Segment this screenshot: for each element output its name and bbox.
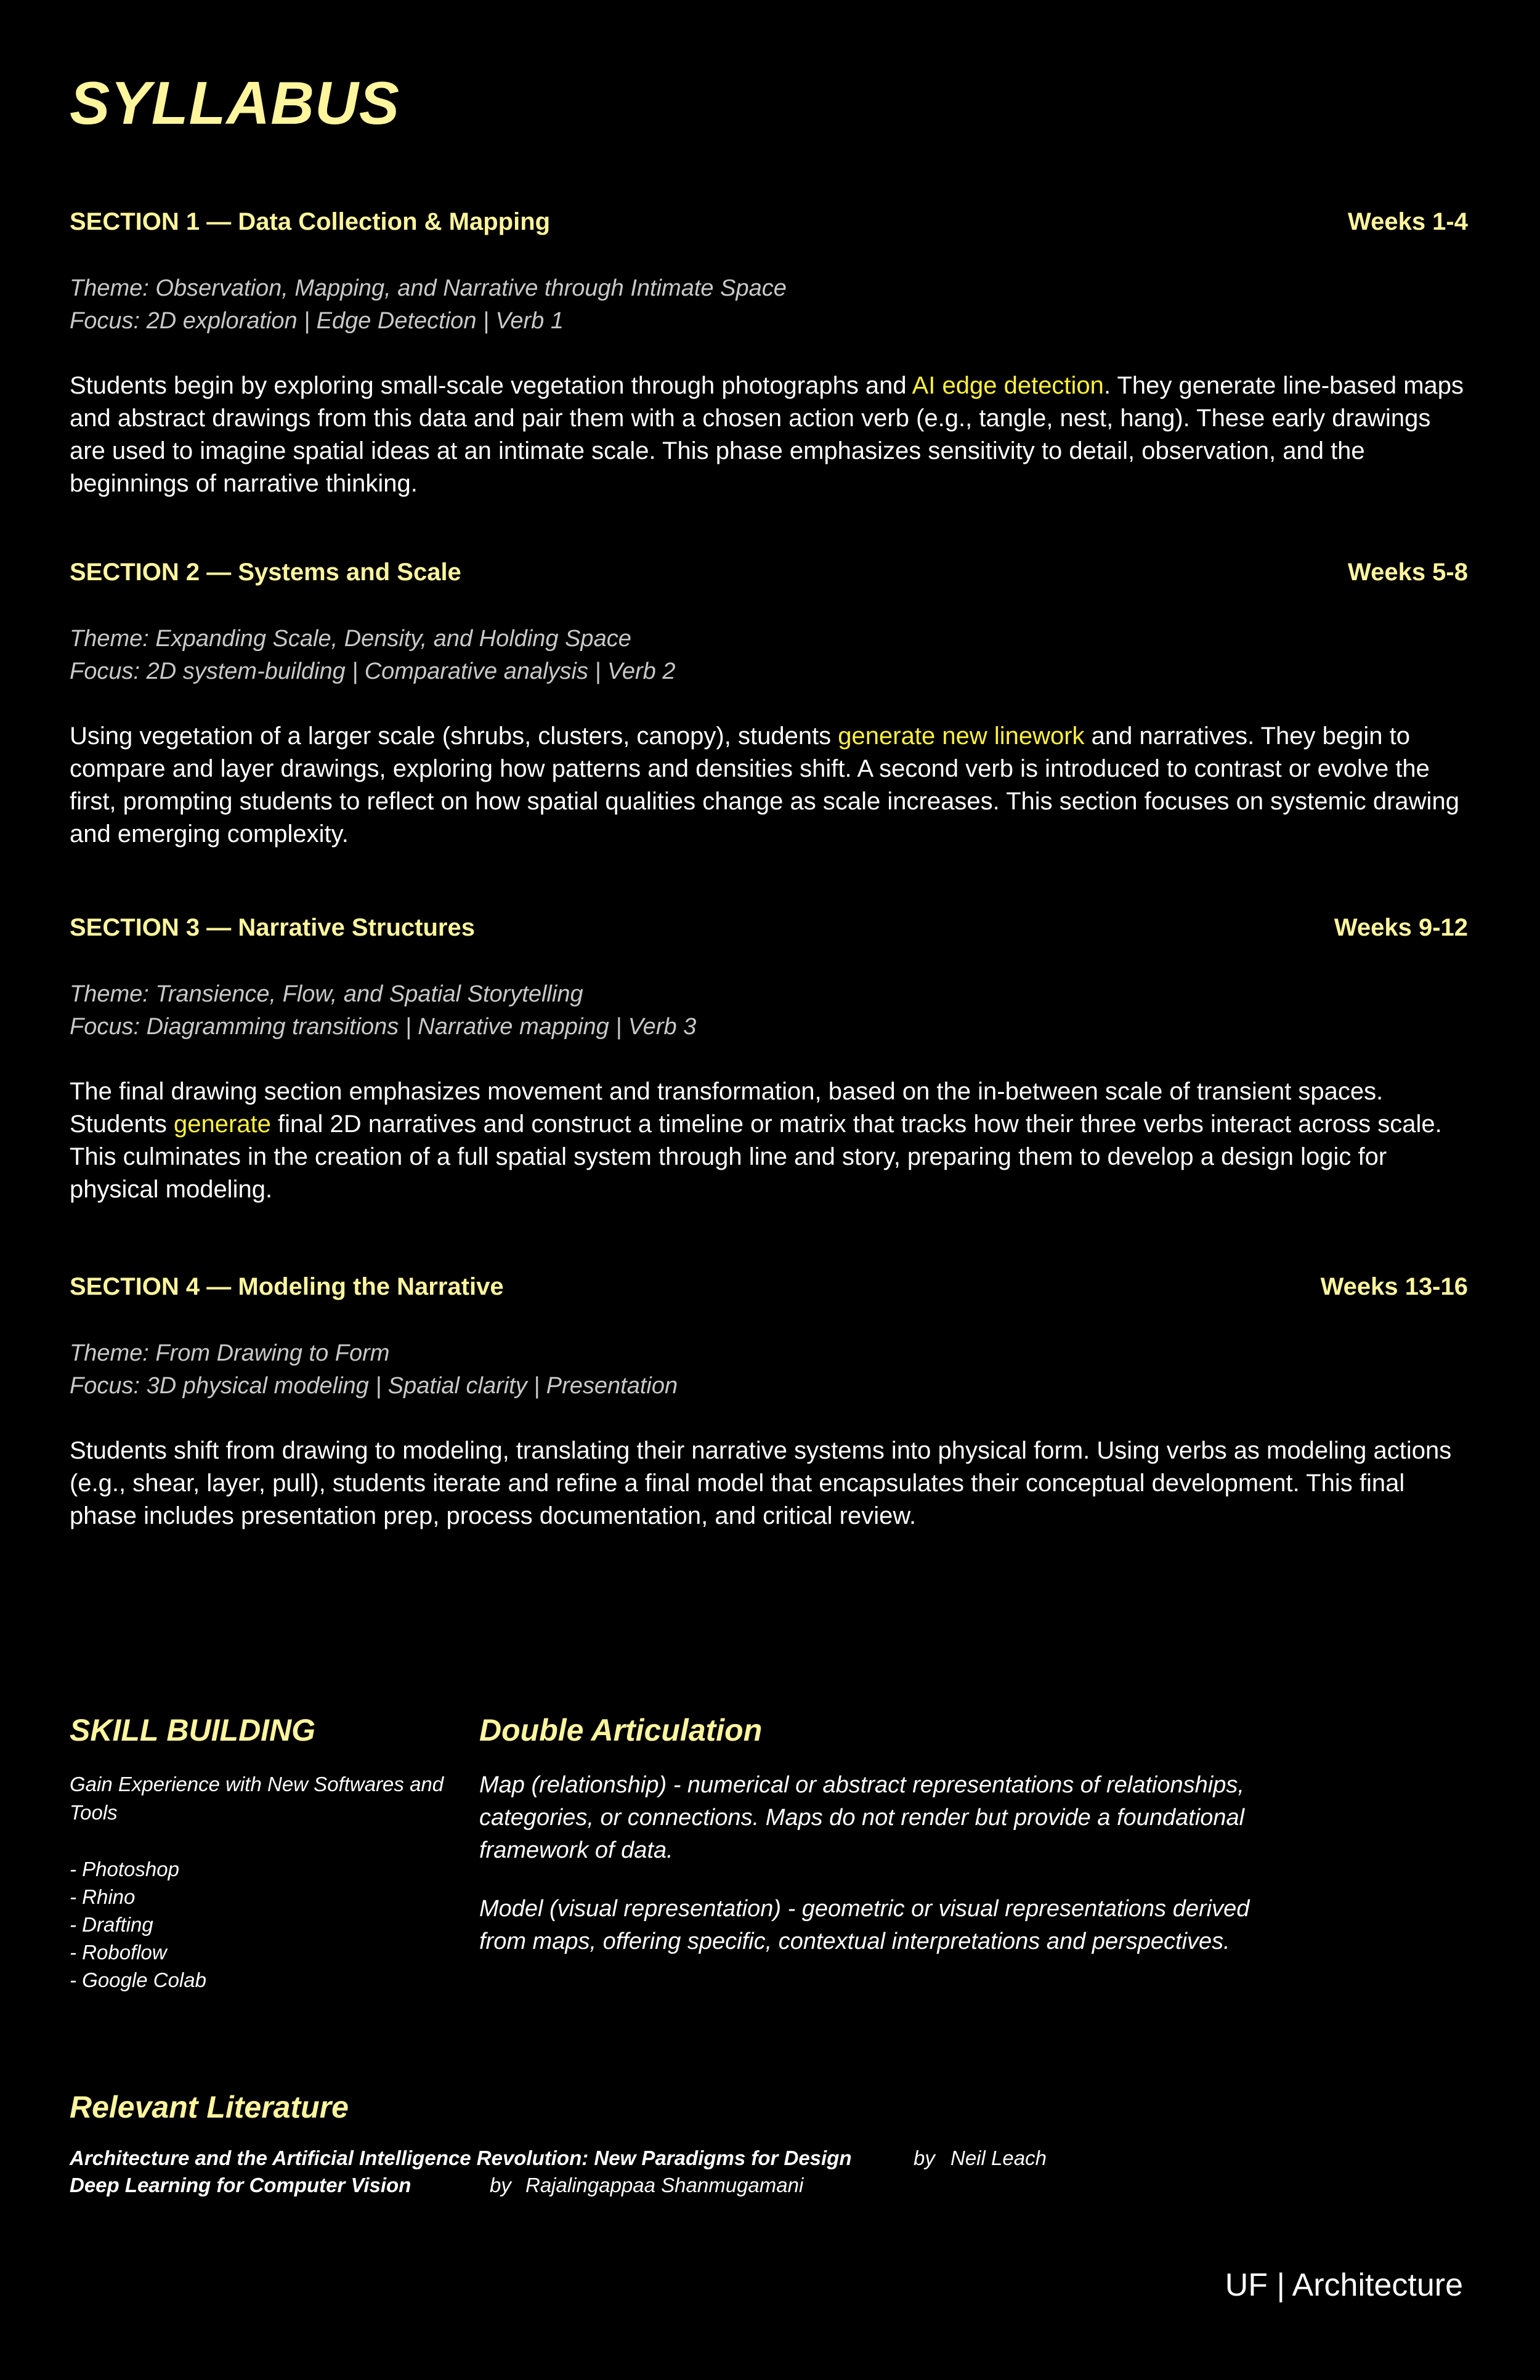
section-focus: Focus: 3D physical modeling | Spatial clarity | Presentation bbox=[70, 1373, 678, 1399]
book-author: Neil Leach bbox=[950, 2147, 1047, 2169]
body-text: final 2D narratives and construct a timeline or matrix that tracks how their three verbs interact across scale. This culminates in the creation of a full spatial system through line and story, preparing them to develop a design logic for physical modeling. bbox=[70, 1111, 1442, 1203]
section-body bbox=[70, 720, 1468, 851]
body-text: Students begin by exploring small-scale vegetation through photographs and bbox=[70, 372, 912, 399]
section-4 bbox=[70, 1273, 1468, 1532]
list-item: - Rhino bbox=[70, 1885, 136, 1908]
body-text: Students shift from drawing to modeling, translating their narrative systems into physical form. Using verbs as modeling actions (e.g., shear, layer, pull), students iterate and refine a final model that encapsulates their conceptual development. This final phase includes presentation prep, process documentation, and critical review. bbox=[70, 1437, 1452, 1529]
highlight-text: AI edge detection bbox=[912, 372, 1104, 399]
section-title: SECTION 1 — Data Collection & Mapping bbox=[70, 208, 551, 235]
section-focus: Focus: 2D system-building | Comparative analysis | Verb 2 bbox=[70, 658, 676, 684]
double-articulation bbox=[479, 1712, 1280, 1958]
section-meta bbox=[70, 978, 1468, 1043]
section-weeks: Weeks 5-8 bbox=[1348, 559, 1468, 586]
section-meta bbox=[70, 623, 1468, 688]
skill-building bbox=[70, 1712, 452, 1994]
literature-heading: Relevant Literature bbox=[70, 2090, 349, 2124]
skill-building-heading: SKILL BUILDING bbox=[70, 1713, 316, 1747]
section-body bbox=[70, 1075, 1468, 1206]
section-focus: Focus: 2D exploration | Edge Detection | Verb 1 bbox=[70, 308, 564, 334]
section-focus: Focus: Diagramming transitions | Narrative mapping | Verb 3 bbox=[70, 1014, 697, 1040]
section-header bbox=[70, 914, 1468, 951]
body-text: and narratives. They begin to compare and layer drawings, exploring how patterns and densities shift. A second verb is introduced to contrast or evolve the first, prompting students to reflect on how spatial qualities change as scale increases. This section focuses on systemic drawing and emerging complexity. bbox=[70, 722, 1459, 848]
skill-building-subtitle: Gain Experience with New Softwares and Tools bbox=[70, 1773, 444, 1824]
section-title: SECTION 4 — Modeling the Narrative bbox=[70, 1273, 504, 1300]
book-title: Deep Learning for Computer Vision bbox=[70, 2174, 411, 2196]
section-header bbox=[70, 559, 1468, 596]
section-theme: Theme: From Drawing to Form bbox=[70, 1340, 390, 1366]
section-meta bbox=[70, 1337, 1468, 1402]
model-definition: Model (visual representation) - geometric or visual representations derived from maps, offering specific, contextual interpretations and perspectives. bbox=[479, 1896, 1250, 1954]
book-by: by bbox=[914, 2147, 935, 2169]
body-text: The final drawing section emphasizes movement and transformation, based on the in-between scale of transient spaces. Students bbox=[70, 1078, 1384, 1138]
book-title: Architecture and the Artificial Intelligence Revolution: New Paradigms for Design bbox=[70, 2147, 852, 2169]
section-body bbox=[70, 370, 1468, 500]
list-item: - Photoshop bbox=[70, 1858, 179, 1880]
section-theme: Theme: Observation, Mapping, and Narrative through Intimate Space bbox=[70, 275, 787, 301]
section-theme: Theme: Expanding Scale, Density, and Holding Space bbox=[70, 626, 631, 652]
section-weeks: Weeks 13-16 bbox=[1320, 1273, 1468, 1300]
list-item bbox=[70, 2172, 1302, 2199]
section-header bbox=[70, 1273, 1468, 1310]
body-text: Using vegetation of a larger scale (shrubs, clusters, canopy), students bbox=[70, 722, 838, 750]
section-header bbox=[70, 208, 1468, 245]
double-articulation-heading: Double Articulation bbox=[479, 1713, 763, 1747]
highlight-text: generate bbox=[174, 1111, 271, 1138]
section-3 bbox=[70, 914, 1468, 1206]
highlight-text: generate new linework bbox=[838, 722, 1085, 750]
section-title: SECTION 3 — Narrative Structures bbox=[70, 914, 475, 941]
list-item: - Google Colab bbox=[70, 1969, 206, 1991]
map-definition: Map (relationship) - numerical or abstract representations of relationships, categories, or connections. Maps do not render but provide a foundational framework of data. bbox=[479, 1772, 1245, 1863]
footer-brand: UF | Architecture bbox=[1225, 2267, 1463, 2303]
section-2 bbox=[70, 559, 1468, 851]
book-by: by bbox=[490, 2174, 511, 2196]
section-body bbox=[70, 1435, 1468, 1532]
book-author: Rajalingappaa Shanmugamani bbox=[525, 2174, 804, 2196]
skill-list bbox=[70, 1855, 452, 1994]
body-text: . They generate line-based maps and abstract drawings from this data and pair them with a chosen action verb (e.g., tangle, nest, hang). These early drawings are used to imagine spatial ideas at an intimate scale. This phase emphasizes sensitivity to detail, observation, and the beginnings of narrative thinking. bbox=[70, 372, 1464, 497]
section-meta bbox=[70, 272, 1468, 338]
list-item: - Roboflow bbox=[70, 1941, 167, 1964]
section-weeks: Weeks 9-12 bbox=[1334, 914, 1468, 941]
relevant-literature bbox=[70, 2089, 1302, 2199]
section-weeks: Weeks 1-4 bbox=[1348, 208, 1468, 235]
list-item: - Drafting bbox=[70, 1913, 153, 1936]
list-item bbox=[70, 2145, 1302, 2172]
page-title: SYLLABUS bbox=[70, 69, 400, 137]
section-theme: Theme: Transience, Flow, and Spatial Storytelling bbox=[70, 981, 583, 1007]
section-title: SECTION 2 — Systems and Scale bbox=[70, 559, 461, 586]
section-1 bbox=[70, 208, 1468, 500]
